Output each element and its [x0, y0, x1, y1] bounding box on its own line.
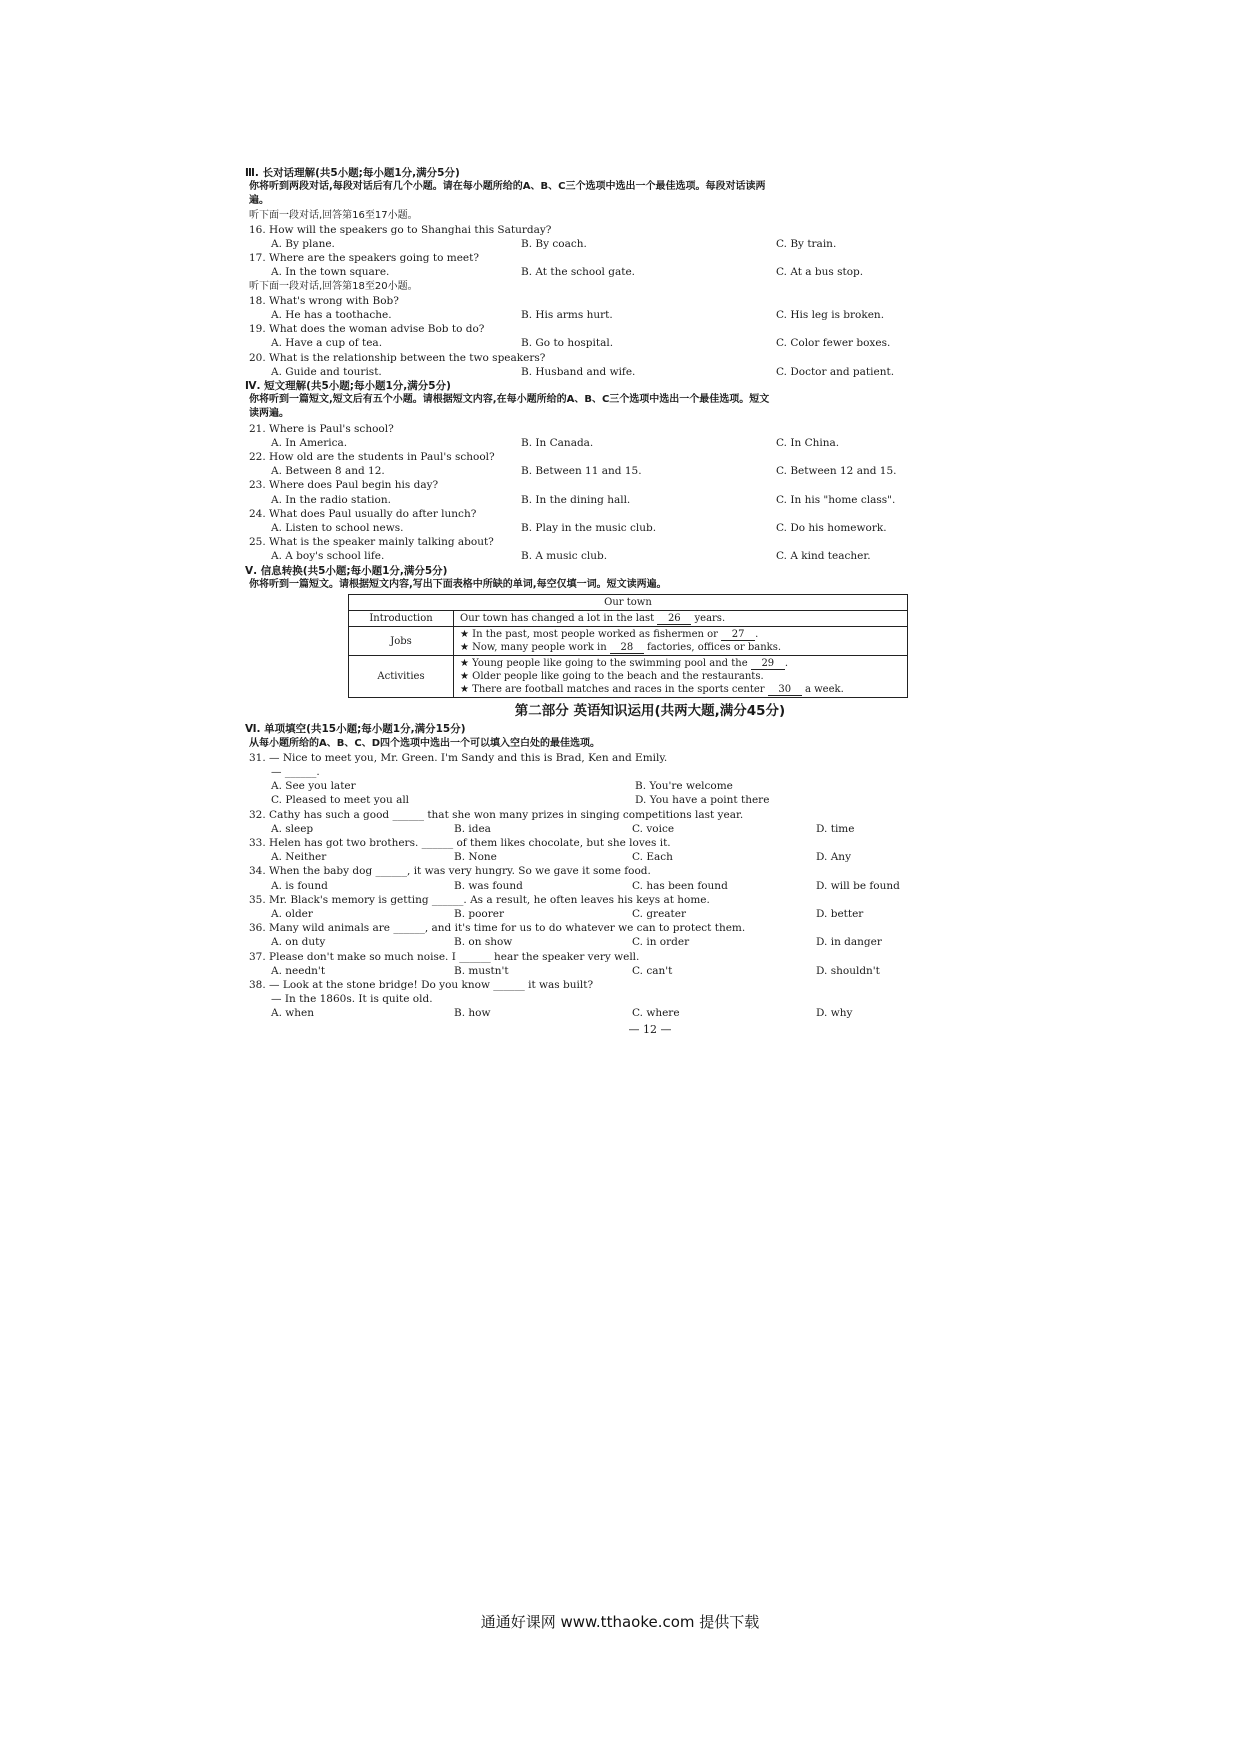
option-a: A. In the town square.: [271, 266, 390, 279]
option-b: B. poorer: [454, 907, 505, 920]
option-c: C. By train.: [776, 238, 837, 251]
option-c: C. in order: [632, 936, 690, 949]
option-b: B. You're welcome: [635, 780, 733, 793]
option-c: C. Do his homework.: [776, 522, 887, 535]
option-a: A. needn't: [271, 964, 326, 977]
jobs-line-1: [460, 628, 901, 641]
option-b: B. Between 11 and 15.: [521, 465, 642, 478]
page-number: — 12 —: [628, 1022, 672, 1036]
question-17-options: [245, 265, 1015, 279]
question-31: 31. — Nice to meet you, Mr. Green. I'm Sandy and this is Brad, Ken and Emily.: [249, 751, 668, 764]
section-3-title: Ⅲ. 长对话理解(共5小题;每小题1分,满分5分): [245, 167, 460, 179]
option-b: B. In the dining hall.: [521, 493, 631, 506]
row-label-jobs: Jobs: [349, 627, 454, 656]
dialogue-2-intro: 听下面一段对话,回答第18至20小题。: [249, 280, 418, 292]
question-38-options: [245, 1006, 1015, 1020]
jobs-line-2-text: ★ Now, many people work in: [460, 642, 607, 654]
option-d: D. better: [816, 907, 864, 920]
question-31-options-row1: [245, 779, 1015, 793]
section-5-instructions: 你将听到一篇短文。请根据短文内容,写出下面表格中所缺的单词,每空仅填一词。短文读两遍。: [249, 578, 667, 590]
option-b: B. on show: [454, 936, 513, 949]
question-23-options: [245, 493, 1015, 507]
question-19-options: [245, 336, 1015, 350]
option-c: C. His leg is broken.: [776, 309, 885, 322]
question-20: 20. What is the relationship between the two speakers?: [249, 351, 546, 364]
section-5-title: Ⅴ. 信息转换(共5小题;每小题1分,满分5分): [245, 564, 448, 577]
question-35: 35. Mr. Black's memory is getting ______. As a result, he often leaves his keys at home.: [249, 893, 710, 906]
option-c: C. Between 12 and 15.: [776, 465, 897, 478]
part-2-title: 第二部分 英语知识运用(共两大题,满分45分): [514, 703, 786, 720]
blank-29: 29: [751, 658, 785, 670]
jobs-line-1-text: ★ In the past, most people worked as fishermen or: [460, 629, 718, 641]
option-a: A. He has a toothache.: [271, 309, 392, 322]
option-c: C. voice: [632, 822, 675, 835]
option-d: D. shouldn't: [816, 964, 880, 977]
option-b: B. how: [454, 1007, 491, 1020]
option-b: B. None: [454, 851, 497, 864]
question-38-reply: — In the 1860s. It is quite old.: [271, 993, 433, 1006]
option-c: C. In China.: [776, 436, 840, 449]
info-table: [348, 594, 908, 698]
section-4-instructions-line2: 读两遍。: [249, 408, 289, 420]
row-activities: [454, 656, 908, 698]
option-d: D. will be found: [816, 879, 900, 892]
question-17: 17. Where are the speakers going to meet?: [249, 252, 479, 265]
section-3-instructions-line1: 你将听到两段对话,每段对话后有几个小题。请在每小题所给的A、B、C三个选项中选出一个最佳选项。每段对话读两: [249, 181, 766, 193]
question-33: 33. Helen has got two brothers. ______ of them likes chocolate, but she loves it.: [249, 836, 671, 849]
question-32: 32. Cathy has such a good ______ that she won many prizes in singing competitions last year.: [249, 808, 744, 821]
blank-28: 28: [610, 642, 644, 654]
jobs-line-2: [460, 641, 901, 654]
option-b: B. Go to hospital.: [521, 337, 614, 350]
section-4-instructions-line1: 你将听到一篇短文,短文后有五个小题。请根据短文内容,在每小题所给的A、B、C三个选项中选出一个最佳选项。短文: [249, 394, 770, 406]
option-c: C. greater: [632, 907, 687, 920]
question-35-options: [245, 907, 1015, 921]
question-18-options: [245, 308, 1015, 322]
row-jobs: [454, 627, 908, 656]
jobs-line-1-end: .: [755, 629, 759, 641]
option-a: A. on duty: [271, 936, 326, 949]
option-b: B. was found: [454, 879, 523, 892]
info-table-wrap: [348, 594, 1015, 698]
option-a: A. In America.: [271, 436, 348, 449]
activities-line-1: [460, 657, 901, 670]
option-a: A. Have a cup of tea.: [271, 337, 383, 350]
blank-30: 30: [768, 684, 802, 696]
blank-27: 27: [721, 629, 755, 641]
option-d: D. Any: [816, 851, 851, 864]
question-16-options: [245, 237, 1015, 251]
question-36: 36. Many wild animals are ______, and it's time for us to do whatever we can to protect them.: [249, 922, 746, 935]
option-a: A. In the radio station.: [271, 493, 391, 506]
activities-line-3-text: ★ There are football matches and races in the sports center: [460, 684, 765, 696]
option-a: A. Guide and tourist.: [271, 365, 382, 378]
download-footer: 通通好课网 www.tthaoke.com 提供下载: [480, 1613, 760, 1631]
option-c: C. Color fewer boxes.: [776, 337, 891, 350]
section-4-title: Ⅳ. 短文理解(共5小题;每小题1分,满分5分): [245, 380, 451, 393]
question-32-options: [245, 822, 1015, 836]
question-18: 18. What's wrong with Bob?: [249, 294, 399, 307]
question-24: 24. What does Paul usually do after lunch?: [249, 507, 477, 520]
option-c: C. At a bus stop.: [776, 266, 864, 279]
option-c: C. can't: [632, 964, 673, 977]
section-6-title: Ⅵ. 单项填空(共15小题;每小题1分,满分15分): [245, 723, 466, 736]
question-34: 34. When the baby dog ______, it was very hungry. So we gave it some food.: [249, 865, 651, 878]
option-a: A. older: [271, 907, 313, 920]
section-3-instructions-line2: 遍。: [249, 195, 269, 207]
question-37: 37. Please don't make so much noise. I ______ hear the speaker very well.: [249, 950, 640, 963]
option-c: C. Pleased to meet you all: [271, 794, 410, 807]
intro-text-end: years.: [694, 613, 726, 625]
option-b: B. A music club.: [521, 550, 608, 563]
option-d: D. in danger: [816, 936, 882, 949]
option-d: D. You have a point there: [635, 794, 770, 807]
option-a: A. Neither: [271, 851, 327, 864]
option-c: C. where: [632, 1007, 680, 1020]
activities-line-1-text: ★ Young people like going to the swimming pool and the: [460, 658, 748, 670]
question-31-reply: — ______.: [271, 765, 320, 778]
question-25: 25. What is the speaker mainly talking about?: [249, 536, 494, 549]
option-c: C. has been found: [632, 879, 728, 892]
question-37-options: [245, 964, 1015, 978]
question-20-options: [245, 365, 1015, 379]
option-a: A. By plane.: [271, 238, 335, 251]
option-a: A. Listen to school news.: [271, 522, 404, 535]
option-b: B. Husband and wife.: [521, 365, 636, 378]
question-33-options: [245, 850, 1015, 864]
option-c: C. In his "home class".: [776, 493, 896, 506]
option-b: B. idea: [454, 822, 491, 835]
option-b: B. At the school gate.: [521, 266, 636, 279]
question-36-options: [245, 935, 1015, 949]
section-6-instructions: 从每小题所给的A、B、C、D四个选项中选出一个可以填入空白处的最佳选项。: [249, 737, 601, 749]
option-c: C. Each: [632, 851, 673, 864]
activities-line-2: ★ Older people like going to the beach and the restaurants.: [460, 671, 764, 683]
option-b: B. Play in the music club.: [521, 522, 657, 535]
option-d: D. time: [816, 822, 855, 835]
question-19: 19. What does the woman advise Bob to do?: [249, 323, 485, 336]
activities-line-1-end: .: [784, 658, 788, 670]
table-title: Our town: [349, 595, 908, 611]
question-22: 22. How old are the students in Paul's school?: [249, 451, 495, 464]
question-22-options: [245, 464, 1015, 478]
question-24-options: [245, 521, 1015, 535]
row-label-introduction: Introduction: [349, 611, 454, 627]
option-a: A. A boy's school life.: [271, 550, 385, 563]
activities-line-3: [460, 683, 901, 696]
activities-line-3-end: a week.: [804, 684, 844, 696]
exam-content: [245, 166, 1015, 1037]
dialogue-1-intro: 听下面一段对话,回答第16至17小题。: [249, 209, 418, 221]
option-b: B. In Canada.: [521, 436, 594, 449]
option-a: A. when: [271, 1007, 314, 1020]
option-b: B. mustn't: [454, 964, 509, 977]
blank-26: 26: [657, 613, 691, 625]
question-21-options: [245, 436, 1015, 450]
question-34-options: [245, 879, 1015, 893]
option-a: A. sleep: [271, 822, 314, 835]
option-c: C. Doctor and patient.: [776, 365, 895, 378]
intro-text: Our town has changed a lot in the last: [460, 613, 655, 625]
question-16: 16. How will the speakers go to Shanghai this Saturday?: [249, 223, 552, 236]
question-21: 21. Where is Paul's school?: [249, 422, 394, 435]
row-introduction: [454, 611, 908, 627]
question-31-options-row2: [245, 793, 1015, 807]
option-b: B. By coach.: [521, 238, 587, 251]
option-d: D. why: [816, 1007, 853, 1020]
row-label-activities: Activities: [349, 656, 454, 698]
jobs-line-2-end: factories, offices or banks.: [647, 642, 782, 654]
question-38: 38. — Look at the stone bridge! Do you know ______ it was built?: [249, 978, 594, 991]
question-23: 23. Where does Paul begin his day?: [249, 479, 439, 492]
option-b: B. His arms hurt.: [521, 309, 613, 322]
question-25-options: [245, 549, 1015, 563]
option-c: C. A kind teacher.: [776, 550, 871, 563]
option-a: A. is found: [271, 879, 328, 892]
option-a: A. Between 8 and 12.: [271, 465, 385, 478]
option-a: A. See you later: [271, 780, 356, 793]
